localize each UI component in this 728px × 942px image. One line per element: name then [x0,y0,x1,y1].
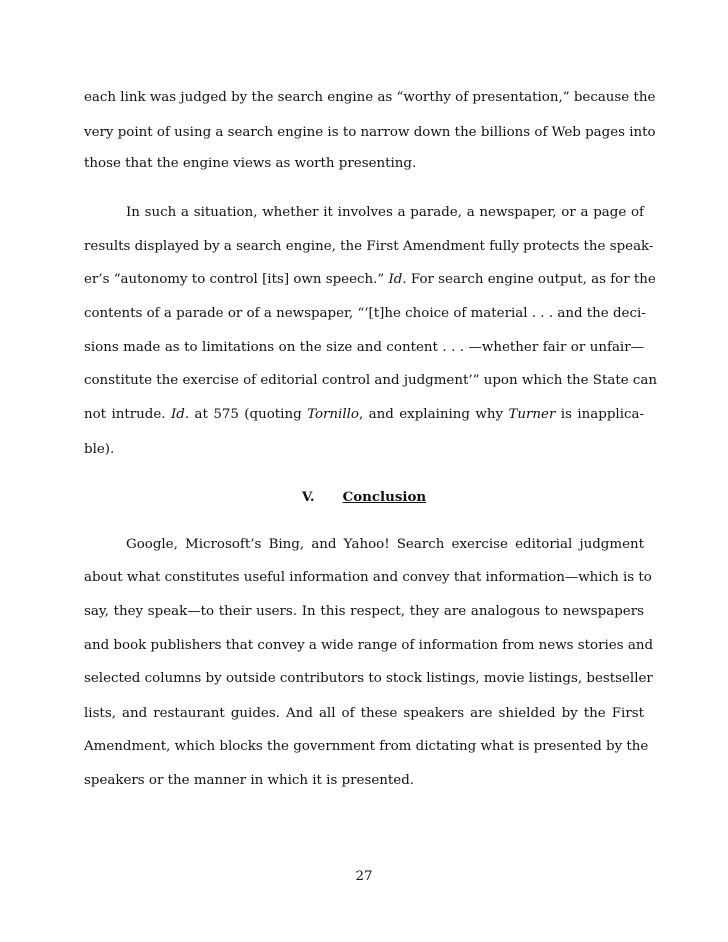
body-line: In such a situation, whether it involves a parade, a newspaper, or a page of [126,205,644,220]
citation-id: Id. [388,272,407,287]
line-text: For search engine output, as for the [406,272,656,287]
body-line: Google, Microsoft’s Bing, and Yahoo! Search exercise editorial judgment [126,537,644,552]
section-heading [0,489,728,505]
case-name: Tornillo [307,407,359,422]
citation-id: Id. [170,407,190,422]
line-text: at 575 (quoting [189,407,308,422]
body-line [84,272,656,288]
body-line: speakers or the manner in which it is presented. [84,773,415,788]
body-line: about what constitutes useful information and convey that information—which is to [84,570,652,585]
body-line: constitute the exercise of editorial control and judgment’” upon which the State can [84,373,658,388]
body-line: contents of a parade or of a newspaper, “‘[t]he choice of material . . . and the deci- [84,306,646,321]
body-line: those that the engine views as worth presenting. [84,156,417,171]
case-name: Turner [508,407,556,422]
line-text: er’s “autonomy to control [its] own speech.” [84,272,389,287]
body-line: Amendment, which blocks the government from dictating what is presented by the [84,739,649,754]
body-line: sions made as to limitations on the size and content . . . —whether fair or unfair— [84,340,644,355]
body-line: very point of using a search engine is to narrow down the billions of Web pages into [84,125,656,140]
body-line: selected columns by outside contributors to stock listings, movie listings, bestseller [84,671,653,686]
line-text: not intrude. [84,407,171,422]
body-line: and book publishers that convey a wide range of information from news stories and [84,638,654,653]
line-text: , and explaining why [358,407,509,422]
body-line: each link was judged by the search engine as “worthy of presentation,” because the [84,90,656,105]
section-title: Conclusion [342,489,427,505]
line-text: is inapplica- [555,407,644,422]
body-line: lists, and restaurant guides. And all of these speakers are shielded by the First [84,706,644,721]
body-line: ble). [84,442,115,457]
body-line: results displayed by a search engine, the First Amendment fully protects the speak- [84,239,654,254]
section-number: V. [301,489,315,505]
body-line: say, they speak—to their users. In this respect, they are analogous to newspapers [84,604,644,619]
page-number: 27 [355,869,373,884]
body-line [84,407,644,423]
